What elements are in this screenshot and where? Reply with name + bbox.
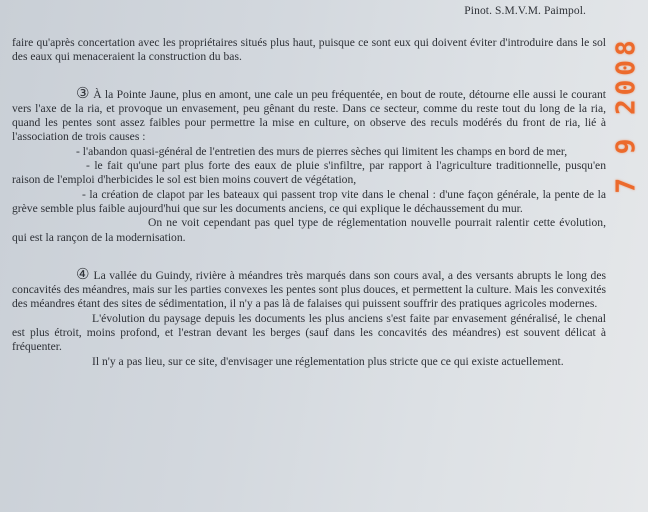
page-header: Pinot. S.M.V.M. Paimpol. xyxy=(464,5,586,17)
paragraph-section-4-evolution: L'évolution du paysage depuis les documents les plus anciens s'est faite par envasement généralisé, le chenal est plus étroit, moins profond, et l'estran devant les berges (sauf dans les concavités des méandres) est souvent délicat à fréquenter. xyxy=(12,311,606,354)
paragraph-section-4-conclusion: Il n'y a pas lieu, sur ce site, d'envisager une réglementation plus stricte que ce qui existe actuellement. xyxy=(92,354,564,368)
body-text xyxy=(12,36,606,369)
paragraph-section-4 xyxy=(12,264,606,312)
paragraph-intro: faire qu'après concertation avec les propriétaires situés plus haut, puisque ce sont eux qui doivent éviter d'introduire dans le sol des eaux qui menaceraient la construction du bas. xyxy=(12,36,606,64)
section-number-4: ④ xyxy=(76,264,91,283)
section-4-text: La vallée du Guindy, rivière à méandres très marqués dans son cours aval, a des versants abrupts le long des concavités des méandres, mais sur les parties convexes les pentes sont plus douces, et permettent la culture. Mais les convexités des méandres étant des sites de sédimentation, il n'y a pas là de falaises qui puissent souffrir des pratiques agricoles modernes. xyxy=(12,268,606,311)
date-stamp-text: 7 9 2008 xyxy=(612,36,643,194)
date-stamp xyxy=(610,36,644,194)
section-3-text: À la Pointe Jaune, plus en amont, une cale un peu fréquentée, en bout de route, détourne elle aussi le courant vers l'axe de la ria, et provoque un envasement, peu gênant du reste. Dans ce secteur, comme du reste tout du long de la ria, quand les pentes sont assez faibles pour permettre la mise en culture, on observe des reculs modérés du front de ria, lié à l'association de trois causes : xyxy=(12,87,607,144)
section-number-3: ③ xyxy=(76,83,90,102)
list-item-cause-1: - l'abandon quasi-général de l'entretien des murs de pierres sèches qui limitent les champs en bord de mer, xyxy=(76,144,568,158)
paragraph-section-3-conclusion: On ne voit cependant pas quel type de réglementation nouvelle pourrait ralentir cette évolution, qui est la rançon de la modernisation. xyxy=(12,216,606,244)
list-item-cause-2: - le fait qu'une part plus forte des eaux de pluie s'infiltre, par rapport à l'agriculture traditionnelle, pusqu'en raison de l'emploi d'herbicides le sol est bien moins couvert de végétation, xyxy=(12,159,606,187)
list-item-cause-3: - la création de clapot par les bateaux qui passent trop vite dans le chenal : d'une façon générale, la pente de la grève semble plus faible aujourd'hui que sur les documents anciens, ce qui explique le déchaussement du mur. xyxy=(12,187,606,215)
paragraph-section-3 xyxy=(12,83,607,145)
